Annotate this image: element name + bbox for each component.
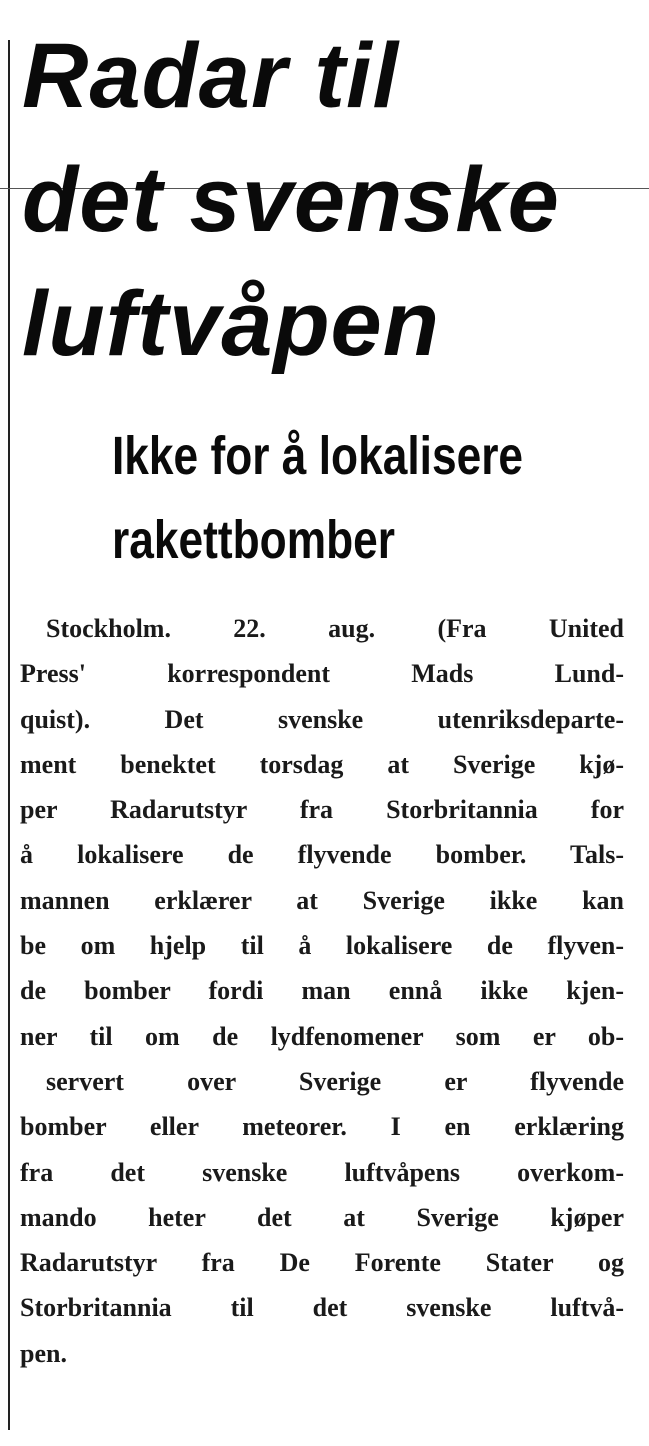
body-line: Stockholm. 22. aug. (Fra United bbox=[46, 614, 624, 643]
body-line: servert over Sverige er flyvende bbox=[46, 1066, 624, 1096]
headline-line: Radar til bbox=[22, 25, 400, 127]
headline-line: det svenske bbox=[22, 149, 560, 251]
body-line: Press' korrespondent Mads Lund- bbox=[20, 659, 624, 689]
body-line: mando heter det at Sverige kjøper bbox=[20, 1202, 624, 1232]
body-line: mannen erklærer at Sverige ikke kan bbox=[20, 885, 624, 915]
body-line: å lokalisere de flyvende bomber. Tals- bbox=[20, 840, 624, 870]
body-line: fra det svenske luftvåpens overkom- bbox=[20, 1157, 624, 1187]
body-line: Storbritannia til det svenske luftvå- bbox=[20, 1293, 624, 1323]
body-line: be om hjelp til å lokalisere de flyven- bbox=[20, 931, 624, 961]
headline-line: luftvåpen bbox=[22, 273, 440, 375]
subheadline bbox=[112, 414, 538, 582]
subheadline-line: rakettbomber bbox=[112, 510, 395, 570]
body-line: bomber eller meteorer. I en erklæring bbox=[20, 1112, 624, 1142]
body-line: de bomber fordi man ennå ikke kjen- bbox=[20, 976, 624, 1006]
subheadline-line: Ikke for å lokalisere bbox=[112, 426, 524, 486]
body-line: Radarutstyr fra De Forente Stater og bbox=[20, 1248, 624, 1278]
column-rule bbox=[8, 40, 10, 1430]
article-body bbox=[20, 606, 624, 1376]
body-line: per Radarutstyr fra Storbritannia for bbox=[20, 795, 624, 825]
body-line: ment benektet torsdag at Sverige kjø- bbox=[20, 749, 624, 779]
headline bbox=[22, 14, 622, 386]
body-line: quist). Det svenske utenriksdeparte- bbox=[20, 704, 624, 734]
body-line: ner til om de lydfenomener som er ob- bbox=[20, 1021, 624, 1051]
body-line: pen. bbox=[20, 1338, 67, 1368]
